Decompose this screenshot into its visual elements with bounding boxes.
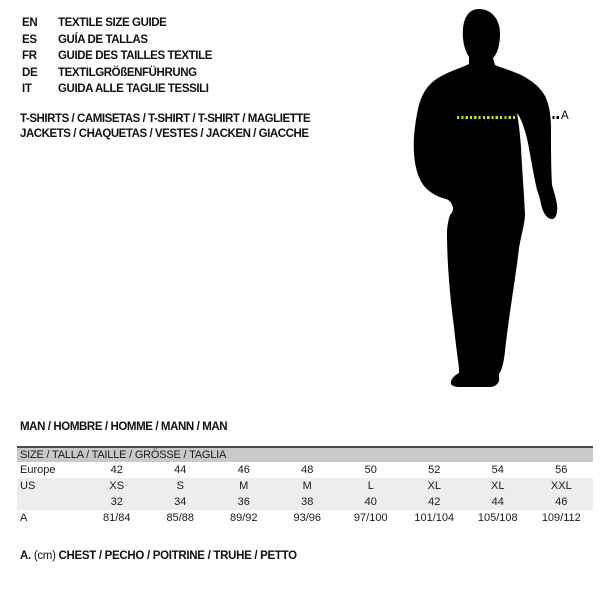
size-table-container xyxy=(17,446,593,526)
table-row-europe xyxy=(17,462,593,478)
table-cell: 32 xyxy=(85,494,149,510)
language-code: ES xyxy=(22,33,37,46)
table-cell: 44 xyxy=(174,464,187,476)
table-cell: 34 xyxy=(149,494,213,510)
table-cell: S xyxy=(149,478,213,494)
table-row-chest-a xyxy=(17,510,593,526)
table-cell: 109/112 xyxy=(541,512,581,524)
table-cell: 36 xyxy=(212,494,276,510)
table-cell: 97/100 xyxy=(353,512,388,524)
table-cell: 81/84 xyxy=(102,512,131,524)
language-label: TEXTILGRÖßENFÜHRUNG xyxy=(58,66,197,79)
row-label: Europe xyxy=(20,464,56,476)
table-cell: 40 xyxy=(339,494,403,510)
table-cell: 44 xyxy=(466,494,530,510)
category-line-jackets: JACKETS / CHAQUETAS / VESTES / JACKEN / GIACCHE xyxy=(20,128,309,140)
chest-footnote xyxy=(20,550,297,562)
table-cell: 93/96 xyxy=(293,512,322,524)
row-label: A xyxy=(20,512,28,524)
table-cell: 48 xyxy=(301,464,314,476)
section-heading-man: MAN / HOMBRE / HOMME / MANN / MAN xyxy=(20,421,228,433)
table-row-us xyxy=(17,478,593,494)
language-code: EN xyxy=(22,17,38,29)
table-cell: 46 xyxy=(237,464,250,476)
footnote-unit: (cm) xyxy=(33,550,56,562)
table-row-us-numeric xyxy=(17,494,593,510)
measurement-a-label: A xyxy=(561,110,569,122)
table-cell: 105/108 xyxy=(477,512,518,524)
language-label: GUIDA ALLE TAGLIE TESSILI xyxy=(58,83,209,96)
table-cell: 46 xyxy=(530,494,594,510)
footnote-a-label: A. xyxy=(20,550,31,562)
table-cell: M xyxy=(212,478,276,494)
language-label: TEXTILE SIZE GUIDE xyxy=(58,17,167,29)
table-cell: XS xyxy=(85,478,149,494)
table-cell: XL xyxy=(403,478,467,494)
table-cell: 42 xyxy=(403,494,467,510)
footnote-text: CHEST / PECHO / POITRINE / TRUHE / PETTO xyxy=(58,550,297,562)
measure-leader-line xyxy=(548,116,559,119)
table-cell: XL xyxy=(466,478,530,494)
size-table xyxy=(17,446,593,526)
table-header-row xyxy=(17,447,593,462)
language-label: GUIDE DES TAILLES TEXTILE xyxy=(58,50,212,63)
table-cell: 85/88 xyxy=(166,512,195,524)
table-cell: 89/92 xyxy=(229,512,258,524)
chest-measure-line xyxy=(457,116,515,119)
table-cell: 101/104 xyxy=(414,512,455,524)
language-code: DE xyxy=(22,66,38,79)
row-label: US xyxy=(17,478,85,494)
table-cell: 52 xyxy=(428,464,441,476)
category-line-tshirts: T-SHIRTS / CAMISETAS / T-SHIRT / T-SHIRT / MAGLIETTE xyxy=(20,113,311,125)
table-cell: 42 xyxy=(110,464,123,476)
table-cell: 54 xyxy=(491,464,504,476)
language-label: GUÍA DE TALLAS xyxy=(58,33,148,46)
table-cell: L xyxy=(339,478,403,494)
table-cell: 38 xyxy=(276,494,340,510)
table-cell: 50 xyxy=(364,464,377,476)
language-code: IT xyxy=(22,83,32,96)
table-cell: M xyxy=(276,478,340,494)
row-label xyxy=(17,494,85,510)
language-code: FR xyxy=(22,50,37,63)
table-cell: 56 xyxy=(555,464,568,476)
table-header-cell: SIZE / TALLA / TAILLE / GRÖSSE / TAGLIA xyxy=(17,447,593,462)
table-cell: XXL xyxy=(530,478,594,494)
